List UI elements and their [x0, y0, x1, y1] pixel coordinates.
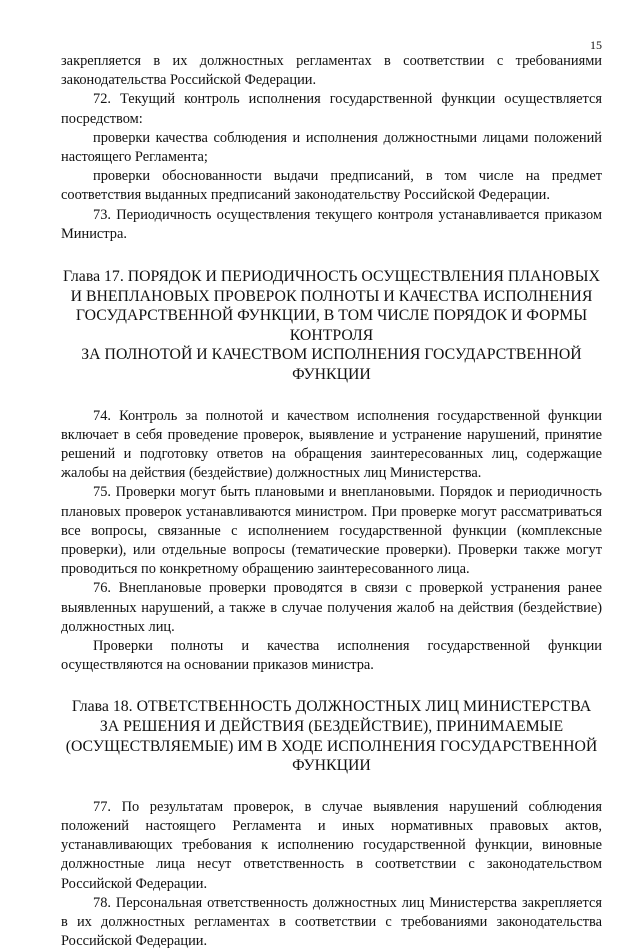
chapter-17-heading: [61, 267, 602, 385]
paragraph-73: 73. Периодичность осуществления текущего контроля устанавливается приказом Министра.: [61, 206, 602, 242]
paragraph-72: 72. Текущий контроль исполнения государственной функции осуществляется посредством:: [61, 91, 602, 127]
paragraph-77: 77. По результатам проверок, в случае выявления нарушений соблюдения положений настоящего Регламента и иных нормативных правовых актов, устанавливающих требования к исполнению государственной функции, виновные должностные лица несут ответственность в соответствии с законодательством Российской Федерации.: [61, 798, 602, 892]
paragraph-76-continuation: Проверки полноты и качества исполнения государственной функции осуществляются на основании приказов министра.: [61, 638, 602, 674]
paragraph-continuation: закрепляется в их должностных регламентах в соответствии с требованиями законодательства Российской Федерации.: [61, 53, 602, 89]
paragraph-72-item-1: проверки качества соблюдения и исполнения должностными лицами положений настоящего Регламента;: [61, 129, 602, 166]
chapter-18-heading-line: Глава 18. ОТВЕТСТВЕННОСТЬ ДОЛЖНОСТНЫХ ЛИЦ МИНИСТЕРСТВА: [71, 698, 592, 716]
paragraph-76: 76. Внеплановые проверки проводятся в связи с проверкой устранения ранее выявленных нарушений, а также в случае получения жалоб на действия (бездействие) должностных лиц.: [61, 580, 602, 635]
paragraph-72-item-2: проверки обоснованности выдачи предписаний, в том числе на предмет соответствия выданных предписаний законодательству Российской Федерации.: [61, 168, 602, 204]
chapter-18-heading-line: ФУНКЦИИ: [292, 757, 371, 775]
chapter-17-heading-line: КОНТРОЛЯ: [289, 326, 374, 344]
chapter-17-heading-line: И ВНЕПЛАНОВЫХ ПРОВЕРОК ПОЛНОТЫ И КАЧЕСТВА ИСПОЛНЕНИЯ: [70, 287, 593, 305]
paragraph-75: 75. Проверки могут быть плановыми и внеплановыми. Порядок и периодичность плановых проверок устанавливаются министром. При проверке могут рассматриваться все вопросы, связанные с исполнением государственной функции (комплексные проверки), или отдельные вопросы (тематические проверки). Проверки также могут проводиться по конкретному обращению заинтересованного лица.: [61, 484, 602, 578]
page-number: 15: [590, 38, 602, 52]
paragraph-74: 74. Контроль за полнотой и качеством исполнения государственной функции включает в себя проведение проверок, выявление и устранение нарушений, принятие решений и подготовку ответов на обращения заинтересованных лиц, содержащие жалобы на действия (бездействие) должностных лиц Министерства.: [61, 407, 602, 482]
paragraph-78: 78. Персональная ответственность должностных лиц Министерства закрепляется в их должностных регламентах в соответствии с требованиями законодательства Российской Федерации.: [61, 894, 602, 950]
chapter-17-heading-line: ФУНКЦИИ: [292, 366, 371, 383]
chapter-18-heading: [61, 697, 602, 775]
chapter-17-heading-line: ГОСУДАРСТВЕННОЙ ФУНКЦИИ, В ТОМ ЧИСЛЕ ПОРЯДОК И ФОРМЫ: [75, 307, 588, 325]
chapter-17-heading-line: ЗА ПОЛНОТОЙ И КАЧЕСТВОМ ИСПОЛНЕНИЯ ГОСУДАРСТВЕННОЙ: [81, 346, 582, 364]
chapter-18-heading-line: (ОСУЩЕСТВЛЯЕМЫЕ) ИМ В ХОДЕ ИСПОЛНЕНИЯ ГОСУДАРСТВЕННОЙ: [65, 737, 598, 755]
chapter-17-heading-line: Глава 17. ПОРЯДОК И ПЕРИОДИЧНОСТЬ ОСУЩЕСТВЛЕНИЯ ПЛАНОВЫХ: [62, 268, 600, 286]
chapter-18-heading-line: ЗА РЕШЕНИЯ И ДЕЙСТВИЯ (БЕЗДЕЙСТВИЕ), ПРИНИМАЕМЫЕ: [99, 718, 564, 736]
